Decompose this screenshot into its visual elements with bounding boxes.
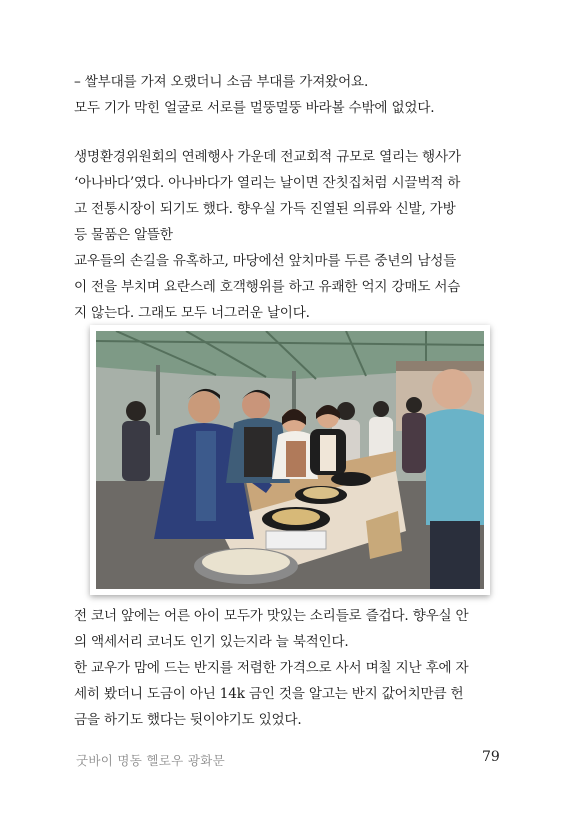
text-line: 세히 봤더니 도금이 아닌 14k 금인 것을 알고는 반지 값어치만큼 헌: [74, 686, 464, 702]
text-line: 고 전통시장이 되기도 했다. 향우실 가득 진열된 의류와 신발, 가방: [74, 201, 456, 217]
paragraph-pancake-corner: [74, 603, 511, 733]
text-line: 이 전을 부치며 요란스레 호객행위를 하고 유쾌한 억지 강매도 서슴: [74, 279, 461, 295]
event-photo: [96, 331, 484, 589]
page-number: 79: [482, 749, 500, 765]
text-line: – 쌀부대를 가져 오랬더니 소금 부대를 가져왔어요.: [74, 74, 369, 90]
text-line: ‘아나바다’였다. 아나바다가 열리는 날이면 잔칫집처럼 시끌벅적 하: [74, 175, 461, 191]
text-line: 생명환경위원회의 연례행사 가운데 전교회적 규모로 열리는 행사가: [74, 149, 461, 165]
text-line: 전 코너 앞에는 어른 아이 모두가 맛있는 소리들로 즐겁다. 향우실 안: [74, 608, 469, 624]
paragraph-rice-bag-anecdote: [74, 69, 511, 121]
text-line: 금을 하기도 했다는 뒷이야기도 있었다.: [74, 712, 302, 728]
text-line: 등 물품은 알뜰한: [74, 227, 173, 243]
text-line: 지 않는다. 그래도 모두 너그러운 날이다.: [74, 305, 310, 321]
text-line: 모두 기가 막힌 얼굴로 서로를 멀뚱멀뚱 바라볼 수밖에 없었다.: [74, 100, 435, 116]
running-footer-book-title: 굿바이 명동 헬로우 광화문: [76, 753, 225, 768]
pancake-cooking-photo-illustration: [96, 331, 484, 589]
text-line: 교우들의 손길을 유혹하고, 마당에선 앞치마를 두른 중년의 남성들: [74, 253, 457, 269]
photo-frame: [90, 325, 490, 595]
text-line: 한 교우가 맘에 드는 반지를 저렴한 가격으로 사서 며칠 지난 후에 자: [74, 660, 469, 676]
text-line: 의 액세서리 코너도 인기 있는지라 늘 북적인다.: [74, 634, 349, 650]
paragraph-anabada-event: [74, 144, 511, 326]
